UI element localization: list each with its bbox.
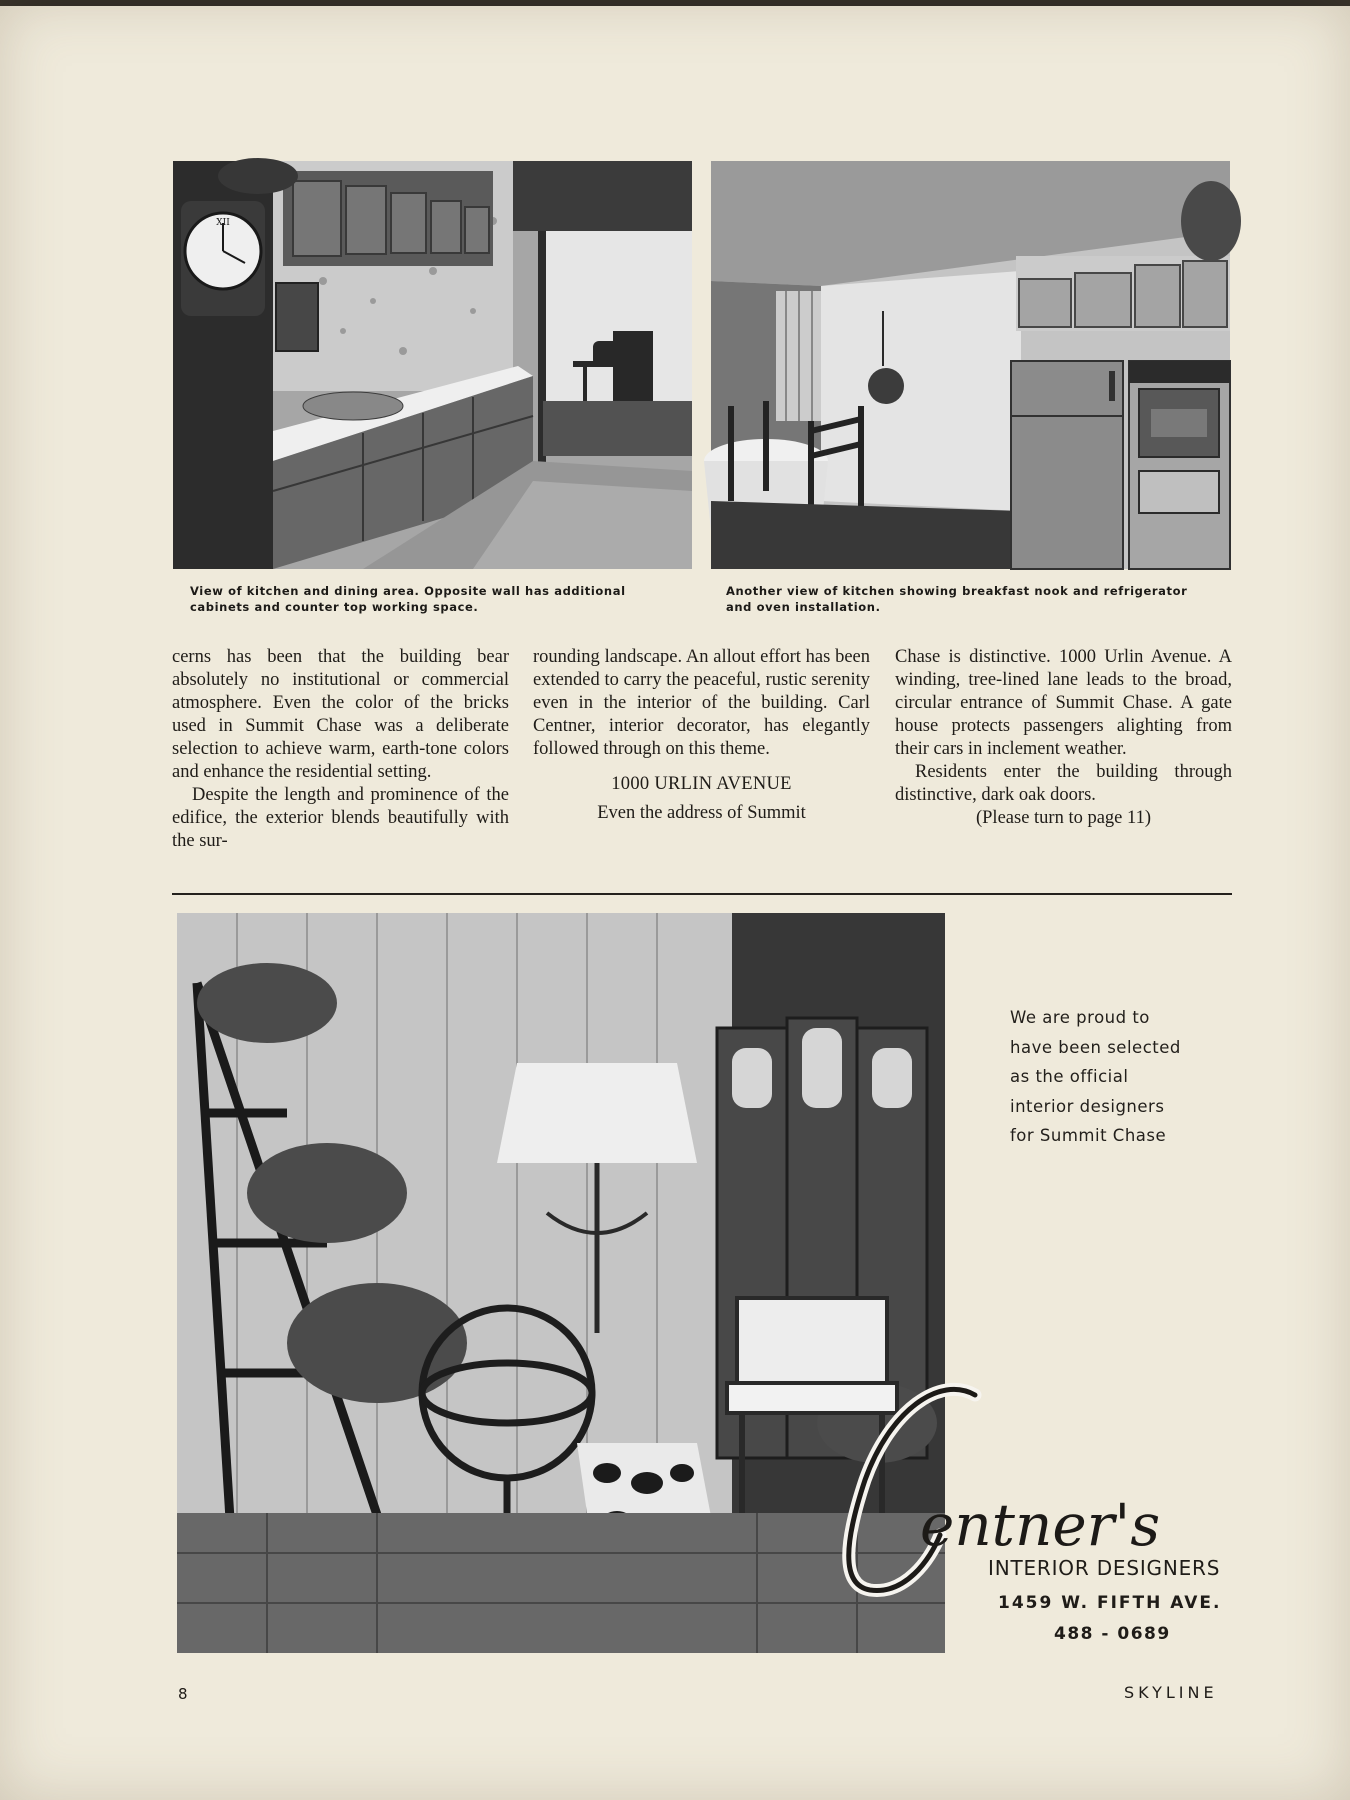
caption-line: Another view of kitchen showing breakfast nook and refrigerator (726, 584, 1188, 598)
article-paragraph: Even the address of Summit (597, 803, 806, 823)
article-paragraph: cerns has been that the building bear absolutely no institutional or commercial atmosphere. Even the color of the bricks used in Summit Chase was a deliberate selection to achieve warm, earth-tone colors and enhance the residential setting. (172, 647, 509, 782)
article-column-2 (533, 646, 870, 825)
ad-tagline-line: interior designers (1010, 1096, 1165, 1116)
kitchen-dining-photo (173, 161, 692, 569)
ad-tagline-line: have been selected (1010, 1037, 1181, 1057)
article-paragraph: Residents enter the building through distinctive, dark oak doors. (895, 762, 1232, 805)
ad-tagline (1010, 1003, 1181, 1151)
article-column-3 (895, 646, 1232, 830)
article-paragraph: Despite the length and prominence of the edifice, the exterior blends beautifully with the sur- (172, 785, 509, 851)
caption-line: cabinets and counter top working space. (190, 600, 479, 614)
page-top-edge (0, 0, 1350, 6)
company-address: 1459 W. FIFTH AVE. (998, 1593, 1222, 1613)
kitchen-nook-photo (711, 161, 1230, 569)
ad-tagline-line: We are proud to (1010, 1008, 1150, 1027)
page-number: 8 (178, 1685, 188, 1703)
section-divider (172, 893, 1232, 895)
ad-tagline-line: as the official (1010, 1067, 1129, 1087)
section-subheading: 1000 URLIN AVENUE (611, 774, 792, 794)
article-column-1 (172, 646, 509, 853)
clock-numeral: XII (216, 218, 230, 228)
kitchen-nook-caption (726, 583, 1226, 615)
kitchen-nook-illustration (711, 161, 1230, 569)
logo-script-text: entner's (920, 1491, 1161, 1559)
caption-line: View of kitchen and dining area. Opposite wall has additional (190, 584, 626, 598)
kitchen-dining-caption (190, 583, 690, 615)
article-paragraph: rounding landscape. An allout effort has been extended to carry the peaceful, rustic serenity even in the interior of the building. Carl Centner, interior decorator, has elegantly followed through on this theme. (533, 647, 870, 759)
ad-tagline-line: for Summit Chase (1010, 1126, 1167, 1146)
caption-line: and oven installation. (726, 600, 881, 614)
company-phone: 488 - 0689 (1054, 1624, 1171, 1644)
continued-note: (Please turn to page 11) (975, 808, 1151, 828)
publication-name: SKYLINE (1124, 1683, 1218, 1702)
company-title: INTERIOR DESIGNERS (988, 1556, 1221, 1580)
kitchen-dining-illustration (173, 161, 692, 569)
article-paragraph: Chase is distinctive. 1000 Urlin Avenue. A winding, tree-lined lane leads to the broad, circular entrance of Summit Chase. A gate house protects passengers alighting from their cars in inclement weather. (895, 647, 1232, 759)
